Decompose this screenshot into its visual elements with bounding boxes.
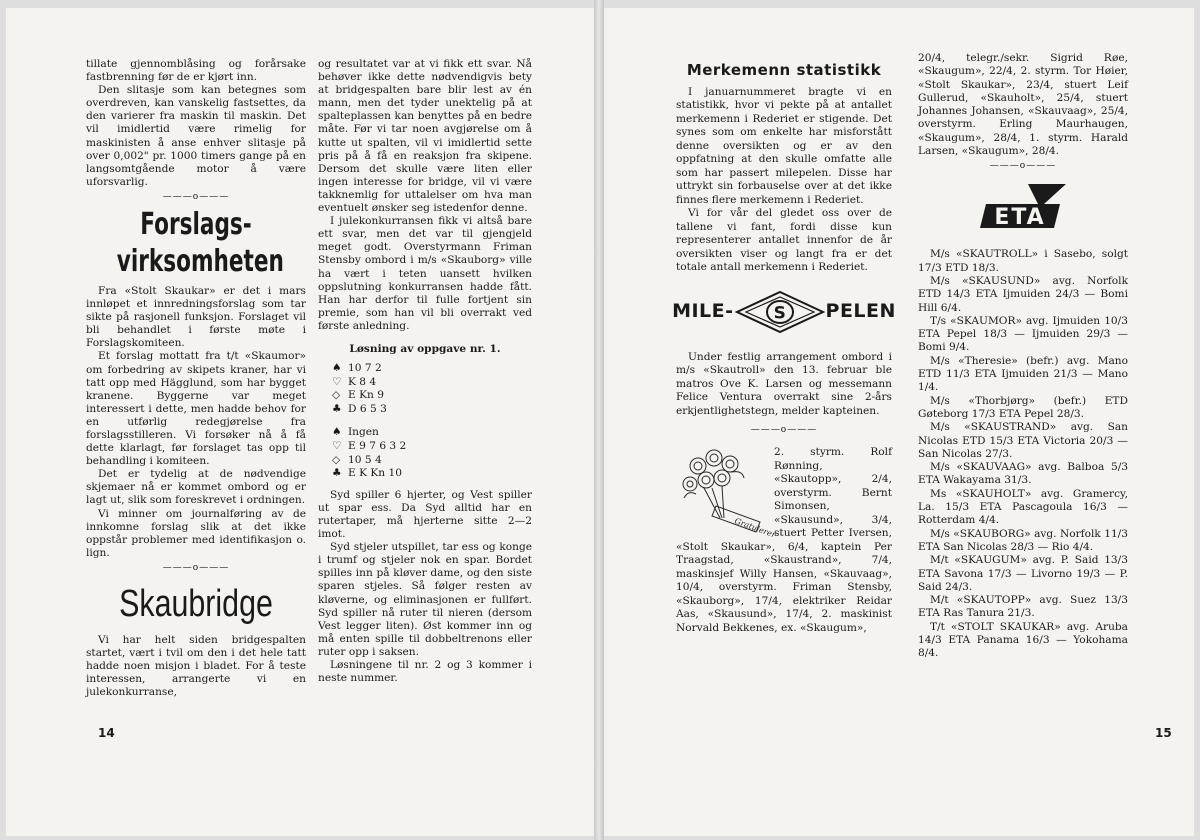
eta-item: M/s «SKAUSUND» avg. Norfolk ETD 14/3 ETA Ijmuiden 24/3 — Bomi Hill 6/4.	[918, 274, 1128, 314]
eta-item: T/t «STOLT SKAUKAR» avg. Aruba 14/3 ETA Panama 16/3 — Yokohama 8/4.	[918, 620, 1128, 660]
milepelen-letter: S	[773, 303, 786, 323]
spine-gutter	[594, 0, 604, 840]
congrats-continuation: 20/4, telegr./sekr. Sigrid Røe, «Skaugum», 22/4, 2. styrm. Tor Høier, «Stolt Skaukar», 23/4, stuert Leif Gullerud, «Skauholt», 25/4, stuert Johannes Johansen, «Skauvaag», 25/4, overstyrm. Erling Maurhaugen, «Skaugum», 28/4, 1. styrm. Harald Larsen, «Skaugum», 28/4.	[918, 52, 1128, 158]
diamond-icon: ◇	[332, 453, 341, 466]
intro-paragraph-2: Den slitasje som kan betegnes som overdreven, kan vanskelig fastsettes, da den varierer fra maskin til maskin. Det vil imidlertid være rimelig for maskinisten å anse enhver slitasje på over 0,002" pr. 1000 timers gange på en langsomtgående motor å være uforsvarlig.	[86, 84, 306, 188]
spade-icon: ♠	[332, 426, 342, 439]
cards: 10 5 4	[348, 453, 382, 466]
eta-item: T/s «SKAUMOR» avg. Ijmuiden 10/3 ETA Pepel 18/3 — Ijmuiden 29/3 — Bomi 9/4.	[918, 314, 1128, 354]
right-page-column-1	[672, 61, 896, 635]
hand-row	[332, 389, 532, 403]
separator: ———o———	[162, 562, 230, 573]
eta-item: Ms «SKAUHOLT» avg. Gramercy, La. 15/3 ETA Pascagoula 16/3 — Rotterdam 4/4.	[918, 487, 1128, 527]
congrats-paragraph: 2. styrm. Rolf Rønning, «Skautopp», 2/4, overstyrm. Bernt Simonsen, «Skausund», 3/4, stuert Petter Iversen, «Stolt Skaukar», 6/4, kaptein Per Traagstad, «Skaustrand», 7/4, maskinsjef Willy Hansen, «Skauvaag», 10/4, overstyrm. Friman Stensby, «Skauborg», 17/4, elektriker Reidar Aas, «Skausund», 17/4, 2. maskinist Norvald Bekkenes, ex. «Skaugum»,	[676, 446, 892, 634]
right-page-column-2	[918, 52, 1128, 661]
cards: E 9 7 6 3 2	[348, 440, 407, 453]
eta-item: M/t «SKAUGUM» avg. P. Said 13/3 ETA Savona 17/3 — Livorno 19/3 — P. Said 24/3.	[918, 554, 1128, 593]
milepelen-right-text: PELEN	[825, 299, 896, 322]
separator: ———o———	[750, 425, 818, 435]
eta-lightning-logo-icon	[968, 182, 1078, 240]
heart-icon: ♡	[332, 440, 342, 453]
intro-paragraph-1: tillate gjennomblåsing og forårsake fastbrenning før de er kjørt inn.	[86, 58, 306, 84]
eta-item: M/s «SKAUVAAG» avg. Balboa 5/3 ETA Wakayama 31/3.	[918, 461, 1128, 487]
club-icon: ♣	[332, 467, 342, 480]
hand-row	[332, 362, 532, 376]
eta-logo	[918, 182, 1128, 240]
bridge-paragraph-1: og resultatet var at vi fikk ett svar. Nå behøver ikke dette nødvendigvis bety at bridgespalten bare blir lest av én mann, men det tyder unektelig på at spalteplassen kan benyttes på en bedre måte. Før vi tar noen avgjørelse om å kutte ut spalten, vil vi imidlertid sette pris på å få en reaksjon fra skipene. Dersom det skulle være liten eller ingen interesse for bridge, vil vi være takknemlig for uttalelser om hva man eventuelt ønsker seg istedenfor denne.	[318, 58, 532, 215]
eta-item: M/s «SKAUBORG» avg. Norfolk 11/3 ETA San Nicolas 28/3 — Rio 4/4.	[918, 527, 1128, 553]
merkemenn-title: Merkemenn statistikk	[686, 61, 882, 79]
milepelen-paragraph: Under festlig arrangement ombord i m/s «Skautroll» den 13. februar ble matros Ove K. Larsen og messemann Felice Ventura overrakt sine 2-års erkjentlighetstegn, melder kapteinen.	[676, 350, 892, 417]
cards: E Kn 9	[348, 389, 384, 402]
cards: D 6 5 3	[348, 402, 387, 415]
club-icon: ♣	[332, 402, 342, 415]
separator: ———o———	[162, 191, 230, 202]
left-page-column-2	[318, 58, 532, 685]
right-page	[604, 8, 1194, 836]
flower-card-text: Gratulerer	[733, 516, 777, 540]
flower-bouquet-icon	[676, 448, 777, 540]
heart-icon: ♡	[332, 375, 342, 388]
eta-list	[918, 248, 1128, 660]
page-number: 15	[1155, 726, 1172, 740]
cards: E K Kn 10	[348, 467, 402, 480]
congrats-block	[676, 446, 892, 635]
merkemenn-paragraph-1: I januarnummeret bragte vi en statistikk, hvor vi pekte på at antallet merkemenn i Rederiet er stigende. Det synes som om enkelte har misforstått denne oversikten og er av den oppfatning at den skulle omfatte alle som har passert milepelen. Disse har uttrykt sin forbauselse over at det ikke finnes flere merkemenn i Rederiet.	[676, 85, 892, 206]
cards: K 8 4	[348, 375, 377, 388]
eta-logo-text: ETA	[994, 205, 1046, 231]
merkemenn-paragraph-2: Vi for vår del gledet oss over de tallene vi fant, fordi disse kun representerer antallet innenfor de år oversikten viser og langt fra er det totale antall merkemenn i Rederiet.	[676, 207, 892, 273]
eta-item: M/s «SKAUSTRAND» avg. San Nicolas ETD 15/3 ETA Victoria 20/3 — San Nicolas 27/3.	[918, 421, 1128, 460]
hand-row	[332, 376, 532, 390]
forslag-paragraph-4: Vi minner om journalføring av de innkomne forslag slik at det ikke oppstår problemer med identifikasjon o. lign.	[86, 507, 306, 559]
solution-paragraph-1: Syd spiller 6 hjerter, og Vest spiller ut spar ess. Da Syd alltid har en rutertaper, må hjerterne sitte 2—2 imot.	[318, 488, 532, 541]
solution-title: Løsning av oppgave nr. 1.	[349, 342, 501, 355]
forslag-paragraph-2: Et forslag mottatt fra t/t «Skaumor» om forbedring av skipets kraner, har vi tatt opp med Hägglund, som har bygget kranene. Byggerne var meget interessert i dette, men hadde behov for en utførlig redegjørelse fra forslagsstilleren. Vi forsøker nå å få dette klarlagt, før forslaget tas opp til behandling i komiteen.	[86, 350, 306, 468]
milepelen-left-text: MILE-	[672, 299, 734, 322]
hand-row	[332, 467, 532, 481]
forslag-title-line-2: virksomheten	[116, 243, 284, 279]
milepelen-logo	[672, 289, 896, 335]
solution-paragraph-3: Løsningene til nr. 2 og 3 kommer i neste nummer.	[318, 659, 532, 685]
eta-item: M/s «Theresie» (befr.) avg. Mano ETD 11/3 ETA Ijmuiden 21/3 — Mano 1/4.	[918, 354, 1128, 394]
forslag-paragraph-3: Det er tydelig at de nødvendige skjemaer nå er kommet ombord og er lagt ut, slik som foreskrevet i ordningen.	[86, 468, 306, 507]
hand-north	[332, 362, 532, 416]
separator: ———o———	[989, 161, 1057, 172]
cards: Ingen	[348, 426, 379, 439]
eta-item: M/t «SKAUTOPP» avg. Suez 13/3 ETA Ras Tanura 21/3.	[918, 594, 1128, 620]
diamond-icon: ◇	[332, 389, 341, 402]
skaubridge-paragraph: Vi har helt siden bridgespalten startet, vært i tvil om den i det hele tatt hadde noen misjon i bladet. For å teste interessen, arrangerte vi en julekonkurranse,	[86, 633, 306, 699]
hand-row	[332, 440, 532, 454]
left-page	[6, 8, 594, 836]
bridge-paragraph-2: I julekonkurransen fikk vi altså bare ett svar, men det var til gjengjeld meget godt. Overstyrmann Friman Stensby ombord i m/s «Skauborg» ville ha vært i teten uansett hvilken oppslutning konkurransen hadde fått. Han har derfor til fulle fortjent sin premie, som han vil bli overrakt ved første anledning.	[318, 215, 532, 332]
skaubridge-title: Skaubridge	[119, 582, 273, 625]
hand-row	[332, 426, 532, 440]
cards: 10 7 2	[348, 362, 382, 375]
forslag-title-line-1: Forslags-	[140, 206, 252, 242]
page-number: 14	[98, 726, 115, 740]
forslag-paragraph-1: Fra «Stolt Skaukar» er det i mars innløpet et innredningsforslag som tar sikte på rasjonell funksjon. Forslaget vil bli behandlet i første møte i Forslagskomiteen.	[86, 284, 306, 350]
hand-row	[332, 403, 532, 417]
spade-icon: ♠	[332, 362, 342, 375]
hand-row	[332, 454, 532, 468]
eta-item: M/s «SKAUTROLL» i Sasebo, solgt 17/3 ETD 18/3.	[918, 248, 1128, 274]
left-page-column-1	[86, 58, 306, 699]
eta-item: M/s «Thorbjørg» (befr.) ETD Gøteborg 17/3 ETA Pepel 28/3.	[918, 394, 1128, 420]
milepelen-diamond-icon	[734, 289, 826, 335]
hand-south	[332, 426, 532, 480]
solution-paragraph-2: Syd stjeler utspillet, tar ess og konge i trumf og stjeler nok en spar. Bordet spilles inn på kløver dame, og den siste sparen stjeles. Så følger resten av kløverne, og eliminasjonen er fullført. Syd spiller nå ruter til nieren (dersom Vest legger liten). Øst kommer inn og må enten spille til dobbeltrenons eller ruter opp i saksen.	[318, 541, 532, 658]
